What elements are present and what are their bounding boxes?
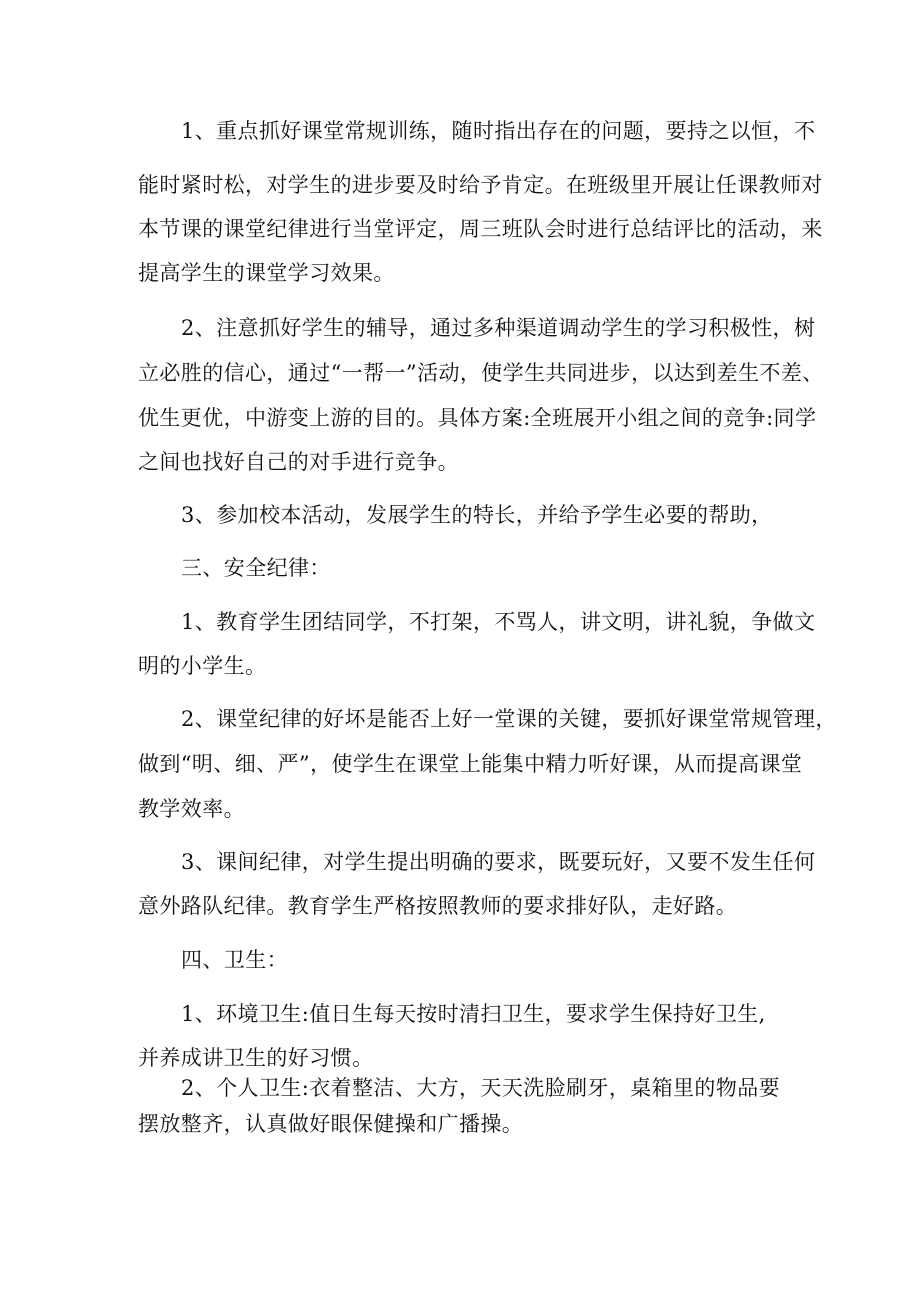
text-line: 做到“明、细、严”，使学生在课堂上能集中精力听好课，从而提高课堂 [138, 752, 803, 776]
text-line: 意外路队纪律。教育学生严格按照教师的要求排好队，走好路。 [138, 894, 738, 918]
text-line: 提高学生的课堂学习效果。 [138, 261, 395, 285]
section-heading: 四、卫生： [181, 948, 288, 972]
text-line: 1、环境卫生:值日生每天按时清扫卫生，要求学生保持好卫生, [181, 1002, 766, 1026]
text-line: 能时紧时松，对学生的进步要及时给予肯定。在班级里开展让任课教师对 [138, 173, 823, 197]
text-line: 2、注意抓好学生的辅导，通过多种渠道调动学生的学习积极性，树 [181, 316, 816, 340]
text-line: 1、重点抓好课堂常规训练，随时指出存在的问题，要持之以恒，不 [181, 119, 816, 143]
text-line: 摆放整齐，认真做好眼保健操和广播操。 [138, 1112, 524, 1136]
text-line: 并养成讲卫生的好习惯。 [138, 1046, 374, 1070]
text-line: 之间也找好自己的对手进行竞争。 [138, 450, 459, 474]
text-line: 3、参加校本活动，发展学生的特长，并给予学生必要的帮助， [181, 503, 773, 527]
text-line: 1、教育学生团结同学，不打架，不骂人，讲文明，讲礼貌，争做文 [181, 610, 816, 634]
text-line: 2、课堂纪律的好坏是能否上好一堂课的关键，要抓好课堂常规管理， [181, 707, 837, 731]
text-line: 本节课的课堂纪律进行当堂评定，周三班队会时进行总结评比的活动，来 [138, 217, 823, 241]
text-line: 3、课间纪律，对学生提出明确的要求，既要玩好，又要不发生任何 [181, 850, 816, 874]
text-line: 优生更优，中游变上游的目的。具体方案:全班展开小组之间的竞争:同学 [138, 406, 817, 430]
text-line: 明的小学生。 [138, 654, 267, 678]
text-line: 2、个人卫生:衣着整洁、大方，天天洗脸刷牙，桌箱里的物品要 [181, 1076, 781, 1100]
text-line: 教学效率。 [138, 797, 245, 821]
text-line: 立必胜的信心，通过“一帮一”活动，使学生共同进步，以达到差生不差、 [138, 361, 824, 385]
section-heading: 三、安全纪律： [181, 556, 331, 580]
